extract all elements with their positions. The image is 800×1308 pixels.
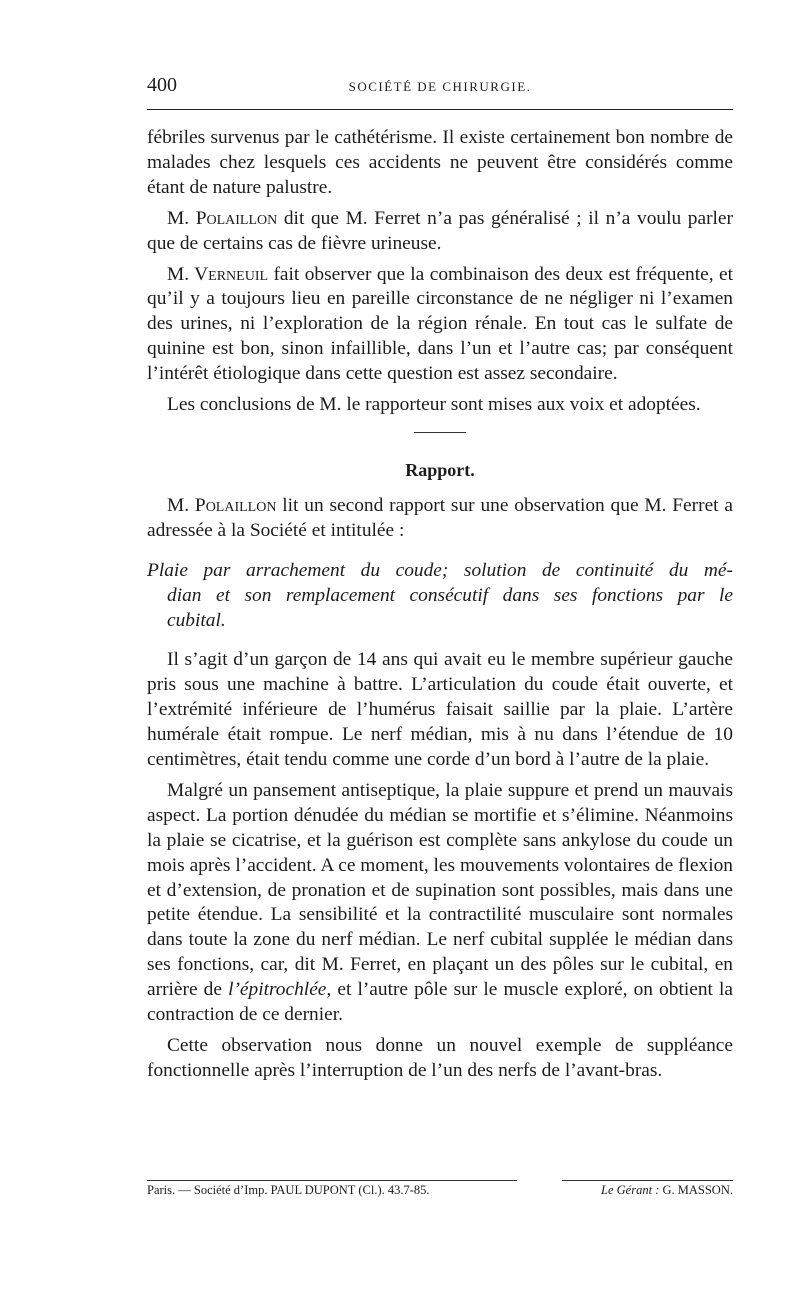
gerant-label: Le Gérant : [601, 1183, 660, 1197]
paragraph-4: Les conclusions de M. le rapporteur sont mises aux voix et adoptées. [167, 394, 701, 416]
printer-imprint: Paris. — Société d’Imp. PAUL DUPONT (Cl.). 43.7-85. [147, 1183, 430, 1197]
paragraph-text: dit que M. Ferret n’a pas généralisé ; il n’a voulu parler que de certains cas de fièvre urineuse. [147, 207, 733, 254]
italic-term: l’épitrochlée, [228, 979, 332, 1001]
paragraph-text: lit un second rapport sur une observation que M. Ferret a adressée à la Société et intitulée : [147, 494, 733, 541]
paragraph-2 [147, 207, 733, 257]
observation-title-line-2: dian et son remplacement consécutif dans ses fonctions par le [167, 584, 733, 606]
section-divider [414, 432, 466, 433]
paragraph-text: Malgré un pansement antiseptique, la plaie suppure et prend un mauvais aspect. La portion dénudée du médian se mortifie et s’élimine. Néanmoins la plaie se cicatrise, et la guérison est complète sans ankylose du coude un mois après l’accident. A ce moment, les mouvements volontaires de flexion et d’extension, de pronation et de supination sont possibles, mais dans une petite étendue. La sensibilité et la contractilité musculaire sont normales dans toute la zone du nerf médian. Le nerf cubital supplée le médian dans ses fonctions, car, dit M. Ferret, en plaçant un des pôles sur le cubital, en arrière de [147, 779, 733, 1001]
gerant-name: G. MASSON. [659, 1183, 733, 1197]
paragraph-1: fébriles survenus par le cathétérisme. Il existe certainement bon nombre de malades chez lesquels ces accidents ne peuvent être considérés comme étant de nature palustre. [147, 127, 733, 198]
paragraph-text: et l’autre pôle sur le muscle exploré, on obtient la contraction de ce dernier. [147, 979, 733, 1026]
paragraph-7 [147, 779, 733, 1028]
paragraph-6: Il s’agit d’un garçon de 14 ans qui avait eu le membre supérieur gauche pris sous une machine à battre. L’articulation du coude était ouverte, et l’extrémité inférieure de l’humérus faisait saillie par la plaie. L’artère humérale était rompue. Le nerf médian, mis à nu dans l’étendue de 10 centimètres, était tendu comme une corde d’un bord à l’autre de la plaie. [147, 649, 733, 771]
gerant-imprint [601, 1183, 733, 1198]
body-text [147, 126, 733, 1090]
paragraph-5 [147, 494, 733, 544]
observation-title-line-3: cubital. [167, 609, 226, 631]
observation-title-line-1: Plaie par arrachement du coude; solution de continuité du mé- [147, 559, 733, 581]
section-title: Rapport. [405, 459, 475, 480]
speaker-name: M. Polaillon [167, 207, 278, 229]
observation-title [147, 559, 733, 634]
paragraph-text: fait observer que la combinaison des deux est fréquente, et qu’il y a toujours lieu en pareille circonstance de ne négliger ni l’examen des urines, ni l’exploration de la région rénale. En tout cas le sulfate de quinine est bon, sinon infaillible, dans l’un et l’autre cas; par conséquent l’intérêt étiologique dans cette question est assez secondaire. [147, 263, 734, 385]
footer-rule-left [147, 1180, 517, 1181]
speaker-name: M. Verneuil [167, 263, 269, 285]
paragraph-3 [147, 263, 733, 388]
speaker-name: M. Polaillon [167, 494, 277, 516]
paragraph-8: Cette observation nous donne un nouvel exemple de suppléance fonctionnelle après l’interruption de l’un des nerfs de l’avant-bras. [147, 1035, 733, 1081]
page-header [147, 74, 733, 104]
page-number: 400 [147, 74, 177, 96]
footer-rule-right [562, 1180, 733, 1181]
header-rule [147, 109, 733, 110]
running-head: SOCIÉTÉ DE CHIRURGIE. [348, 79, 532, 94]
